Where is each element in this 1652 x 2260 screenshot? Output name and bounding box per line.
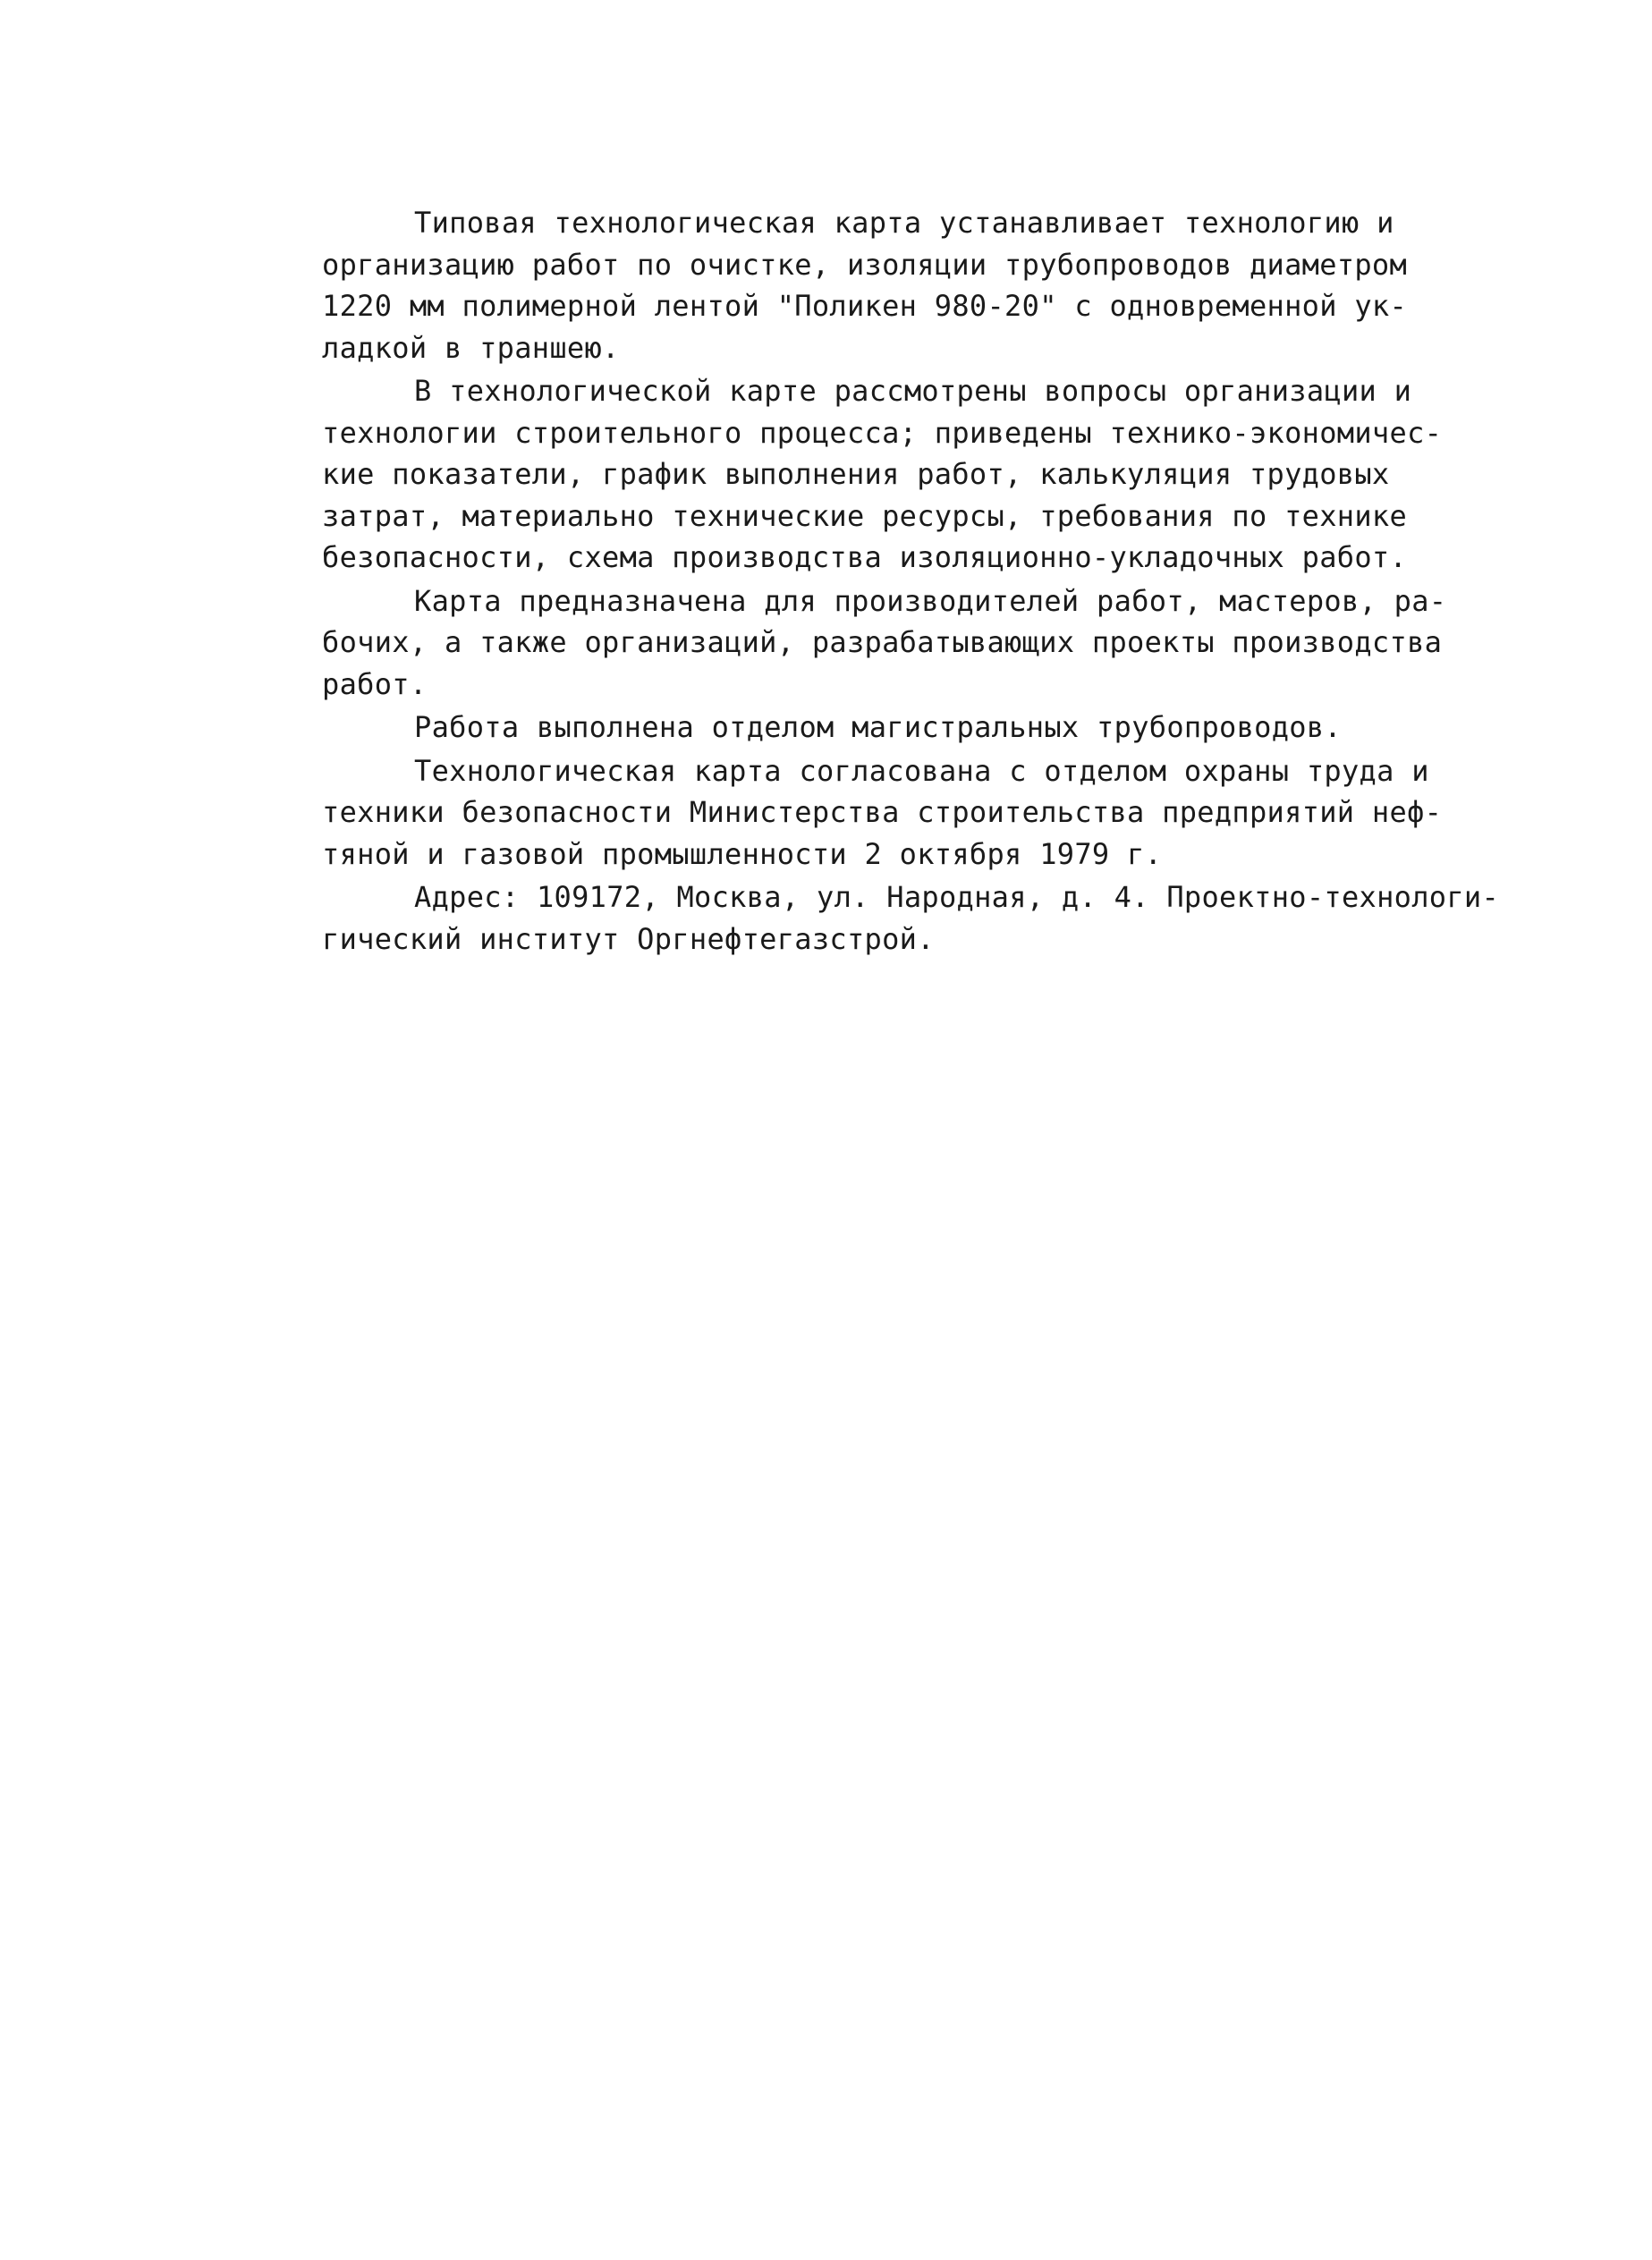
text-line: безопасности, схема производства изоляционно-укладочных работ. (322, 540, 1408, 574)
text-line: 1220 мм полимерной лентой "Поликен 980-20" с одновременной ук- (322, 289, 1408, 323)
text-line: Технологическая карта согласована с отделом охраны труда и (414, 753, 1429, 788)
text-line: тяной и газовой промышленности 2 октября 1979 г. (322, 836, 1163, 871)
paragraph-audience (322, 580, 1467, 706)
paragraph-approval (322, 750, 1467, 876)
text-line: техники безопасности Министерства строительства предприятий неф- (322, 795, 1443, 829)
text-line: работ. (322, 666, 428, 701)
paragraph-author (322, 707, 1467, 749)
text-line: организацию работ по очистке, изоляции трубопроводов диаметром (322, 247, 1408, 282)
text-line: гический институт Оргнефтегазстрой. (322, 921, 935, 956)
document-body (322, 202, 1500, 960)
text-line: затрат, материально технические ресурсы, требования по технике (322, 498, 1408, 533)
text-line: Карта предназначена для производителей работ, мастеров, ра- (414, 583, 1447, 618)
text-line: В технологической карте рассмотрены вопросы организации и (414, 374, 1412, 408)
text-line: Адрес: 109172, Москва, ул. Народная, д. 4. Проектно-технологи- (414, 880, 1500, 914)
text-line: Типовая технологическая карта устанавливает технологию и (414, 206, 1394, 240)
paragraph-contents (322, 370, 1467, 579)
text-line: Работа выполнена отделом магистральных трубопроводов. (414, 710, 1342, 744)
paragraph-intro (322, 202, 1467, 368)
text-line: технологии строительного процесса; приведены технико-экономичес- (322, 415, 1443, 450)
text-line: бочих, а также организаций, разрабатывающих проекты производства (322, 625, 1443, 659)
text-line: ладкой в траншею. (322, 330, 620, 365)
paragraph-address (322, 876, 1500, 960)
text-line: кие показатели, график выполнения работ, калькуляция трудовых (322, 457, 1390, 491)
